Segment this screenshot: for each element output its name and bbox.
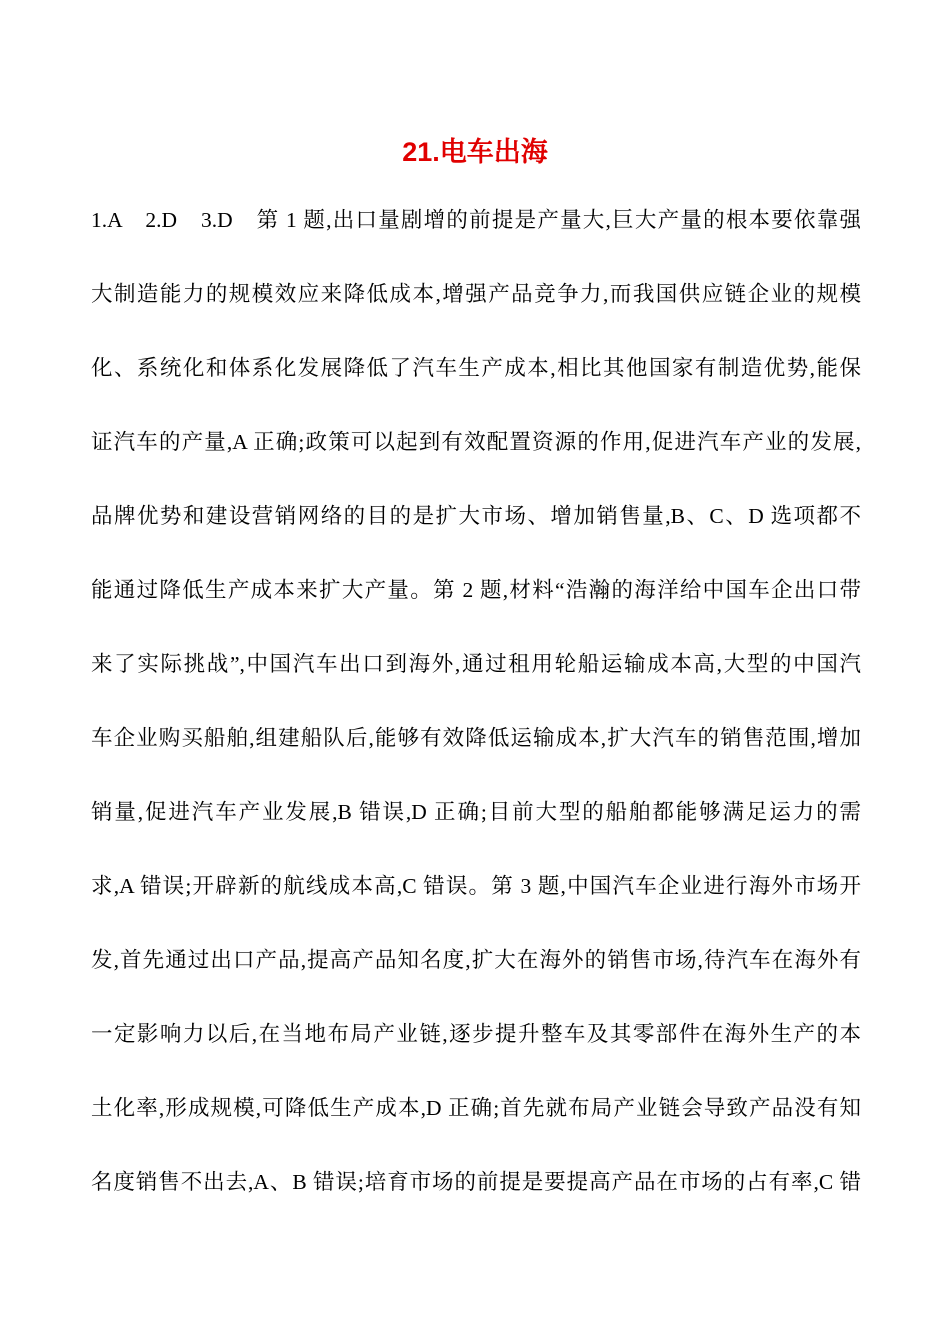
answer-text-line: 车企业购买船舶,组建船队后,能够有效降低运输成本,扩大汽车的销售范围,增加 — [91, 726, 861, 750]
answer-text-line: 销量,促进汽车产业发展,B 错误,D 正确;目前大型的船舶都能够满足运力的需 — [91, 800, 861, 824]
answer-text-line: 品牌优势和建设营销网络的目的是扩大市场、增加销售量,B、C、D 选项都不 — [91, 504, 861, 528]
answer-text-line: 求,A 错误;开辟新的航线成本高,C 错误。第 3 题,中国汽车企业进行海外市场开 — [91, 874, 861, 898]
answer-text-line: 证汽车的产量,A 正确;政策可以起到有效配置资源的作用,促进汽车产业的发展, — [91, 430, 861, 454]
answer-text-line: 名度销售不出去,A、B 错误;培育市场的前提是要提高产品在市场的占有率,C 错 — [91, 1170, 861, 1194]
answer-text-line: 能通过降低生产成本来扩大产量。第 2 题,材料“浩瀚的海洋给中国车企出口带 — [91, 578, 861, 602]
answer-text-line: 大制造能力的规模效应来降低成本,增强产品竞争力,而我国供应链企业的规模 — [91, 282, 861, 306]
answer-text-line: 1.A 2.D 3.D 第 1 题,出口量剧增的前提是产量大,巨大产量的根本要依靠强 — [91, 208, 861, 232]
answer-text-line: 土化率,形成规模,可降低生产成本,D 正确;首先就布局产业链会导致产品没有知 — [91, 1096, 861, 1120]
page-title: 21.电车出海 — [402, 137, 548, 167]
answer-text-line: 化、系统化和体系化发展降低了汽车生产成本,相比其他国家有制造优势,能保 — [91, 356, 861, 380]
answer-text-line: 来了实际挑战”,中国汽车出口到海外,通过租用轮船运输成本高,大型的中国汽 — [91, 652, 861, 676]
answer-text-line: 一定影响力以后,在当地布局产业链,逐步提升整车及其零部件在海外生产的本 — [91, 1022, 861, 1046]
answer-text-line: 发,首先通过出口产品,提高产品知名度,扩大在海外的销售市场,待汽车在海外有 — [91, 948, 861, 972]
